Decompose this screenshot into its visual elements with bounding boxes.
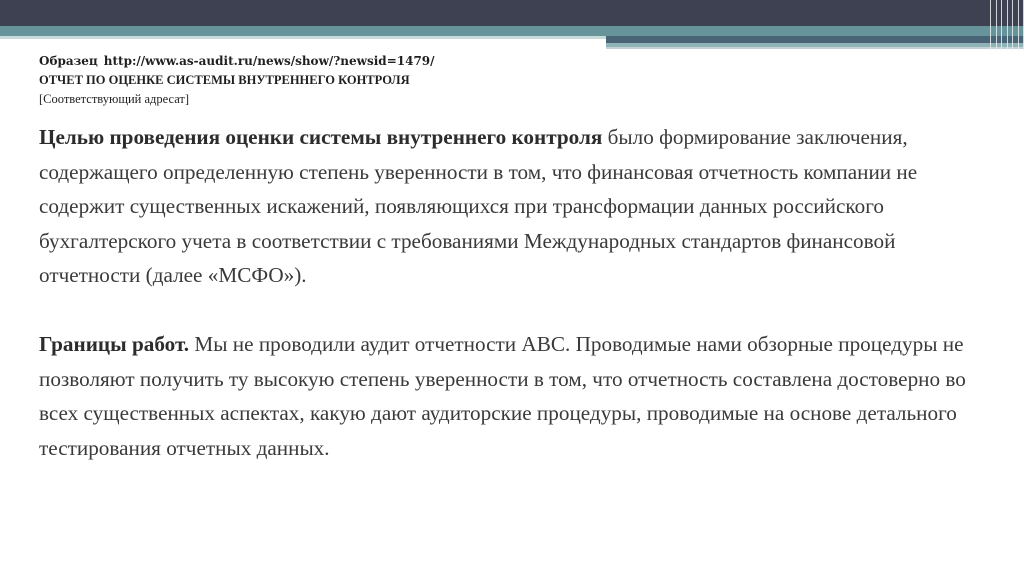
teal-band: [0, 26, 1024, 36]
addressee: [Соответствующий адресат]: [39, 92, 190, 106]
paragraph-purpose-lead: Целью проведения оценки системы внутреннего контроля: [39, 125, 603, 149]
source-line: [39, 52, 999, 71]
sample-label: Образец: [39, 54, 98, 68]
paragraph-purpose: [39, 120, 989, 293]
light-accent-line: [0, 36, 606, 39]
top-dark-band: [0, 0, 1024, 26]
paragraph-scope-text: Мы не проводили аудит отчетности ABC. Проводимые нами обзорные процедуры не позволяют получить ту высокую степень уверенности в том, что отчетность составлена достоверно во всех существенных аспектах, какую дают аудиторские процедуры, проводимые на основе детального тестирования отчетных данных.: [39, 332, 966, 460]
slide-body: [39, 120, 989, 465]
slide-header: [39, 52, 999, 109]
paragraph-scope-lead: Границы работ.: [39, 332, 190, 356]
source-url: http://www.as-audit.ru/news/show/?newsid=1479/: [103, 54, 435, 68]
right-accent-bar-thin: [606, 47, 1024, 49]
right-accent-bar-dark: [606, 36, 1024, 43]
decorative-stripes: [990, 0, 1024, 50]
report-title: ОТЧЕТ ПО ОЦЕНКЕ СИСТЕМЫ ВНУТРЕННЕГО КОНТРОЛЯ: [39, 73, 410, 87]
paragraph-scope: [39, 327, 989, 465]
paragraph-purpose-text: было формирование заключения, содержащего определенную степень уверенности в том, что финансовая отчетность компании не содержит существенных искажений, появляющихся при трансформации данных российского бухгалтерского учета в соответствии с требованиями Международных стандартов финансовой отчетности (далее «МСФО»).: [39, 125, 918, 287]
